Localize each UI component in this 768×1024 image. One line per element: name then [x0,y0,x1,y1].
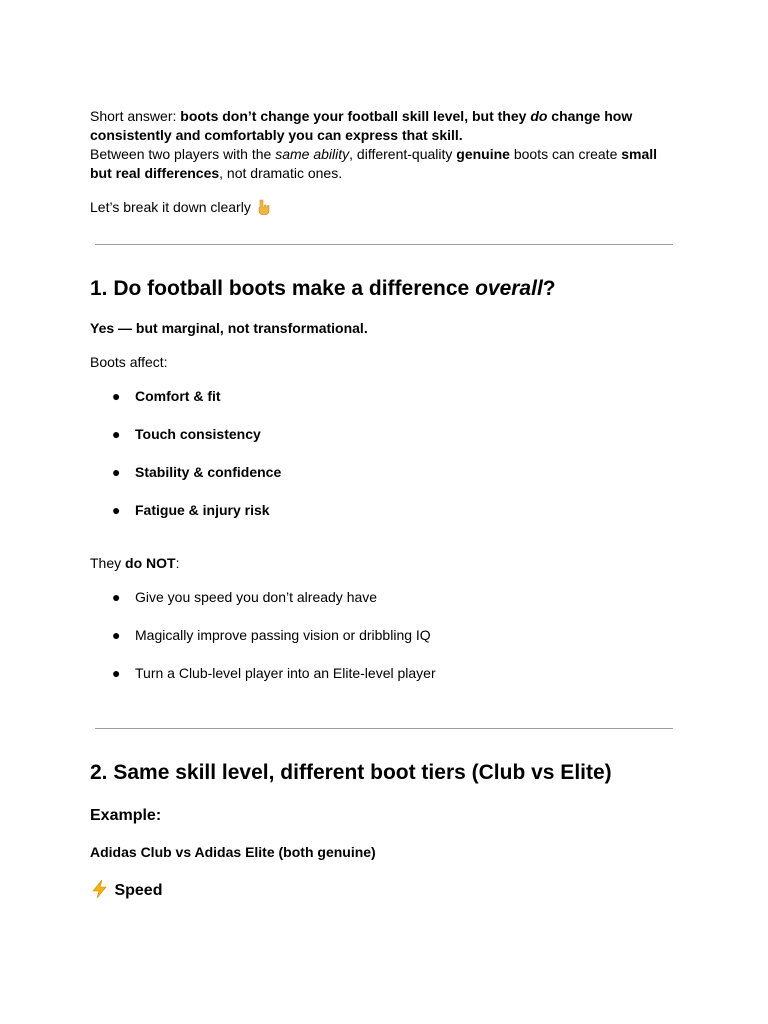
notdo-prefix: They [90,555,126,571]
notdo-line [90,554,179,573]
affect-item-text: Touch consistency [135,426,261,442]
example-label: Example: [90,807,162,824]
bullet-icon: ● [112,589,121,605]
list-item [90,588,436,607]
intro-bold-2: change how consistently and comfortably you can express that skill. [90,108,633,143]
list-item [90,626,436,645]
intro-line2-small: small but real differences [90,146,658,181]
breakdown-line [90,198,271,217]
section1-heading-italic: overall [475,277,543,300]
intro-line2-suffix: , not dramatic ones. [219,165,343,181]
bullet-icon: ● [112,502,121,518]
example-detail-text: Adidas Club vs Adidas Elite (both genuine) [90,844,376,860]
intro-prefix: Short answer: [90,108,181,124]
notdo-suffix: : [175,555,180,571]
bullet-icon: ● [112,665,121,681]
section-divider-1 [95,244,673,245]
list-item [90,425,281,444]
bullet-icon: ● [112,388,121,404]
section1-verdict [90,319,368,338]
list-item [90,463,281,482]
section-divider-2 [95,728,673,729]
section2-heading: 2. Same skill level, different boot tiers (Club vs Elite) [90,761,612,784]
notdo-bold: do NOT [125,555,176,571]
not-list [90,588,436,683]
section1-heading-suffix: ? [542,277,556,300]
section1-heading-prefix: 1. Do football boots make a difference [90,277,476,300]
not-item-text: Give you speed you don’t already have [135,589,378,605]
affects-list [90,387,281,520]
section1-heading [90,275,556,303]
section1-verdict-text: Yes — but marginal, not transformational. [90,320,368,336]
bullet-icon: ● [112,464,121,480]
speed-heading [90,879,162,902]
intro-line2-mid2: boots can create [509,146,622,162]
lightning-bolt-icon [90,879,110,899]
speed-label: Speed [114,882,163,899]
affect-item-text: Fatigue & injury risk [135,502,270,518]
bullet-icon: ● [112,426,121,442]
intro-line2-italic: same ability [275,146,350,162]
pointing-down-hand-icon [255,199,271,215]
intro-bold-1: boots don’t change your football skill level, but they [180,108,531,124]
affect-item-text: Stability & confidence [135,464,282,480]
intro-bold-italic-do: do [530,108,548,124]
affect-item-text: Comfort & fit [135,388,221,404]
intro-line2-mid: , different-quality [349,146,457,162]
intro-paragraph [90,107,670,183]
not-item-text: Magically improve passing vision or dribbling IQ [135,627,431,643]
list-item [90,501,281,520]
list-item [90,387,281,406]
not-item-text: Turn a Club-level player into an Elite-level player [135,665,436,681]
intro-line2-genuine: genuine [456,146,510,162]
list-item [90,664,436,683]
example-detail [90,843,376,862]
intro-line2-prefix: Between two players with the [90,146,276,162]
breakdown-text: Let’s break it down clearly [90,199,255,215]
bullet-icon: ● [112,627,121,643]
affect-label: Boots affect: [90,354,168,370]
